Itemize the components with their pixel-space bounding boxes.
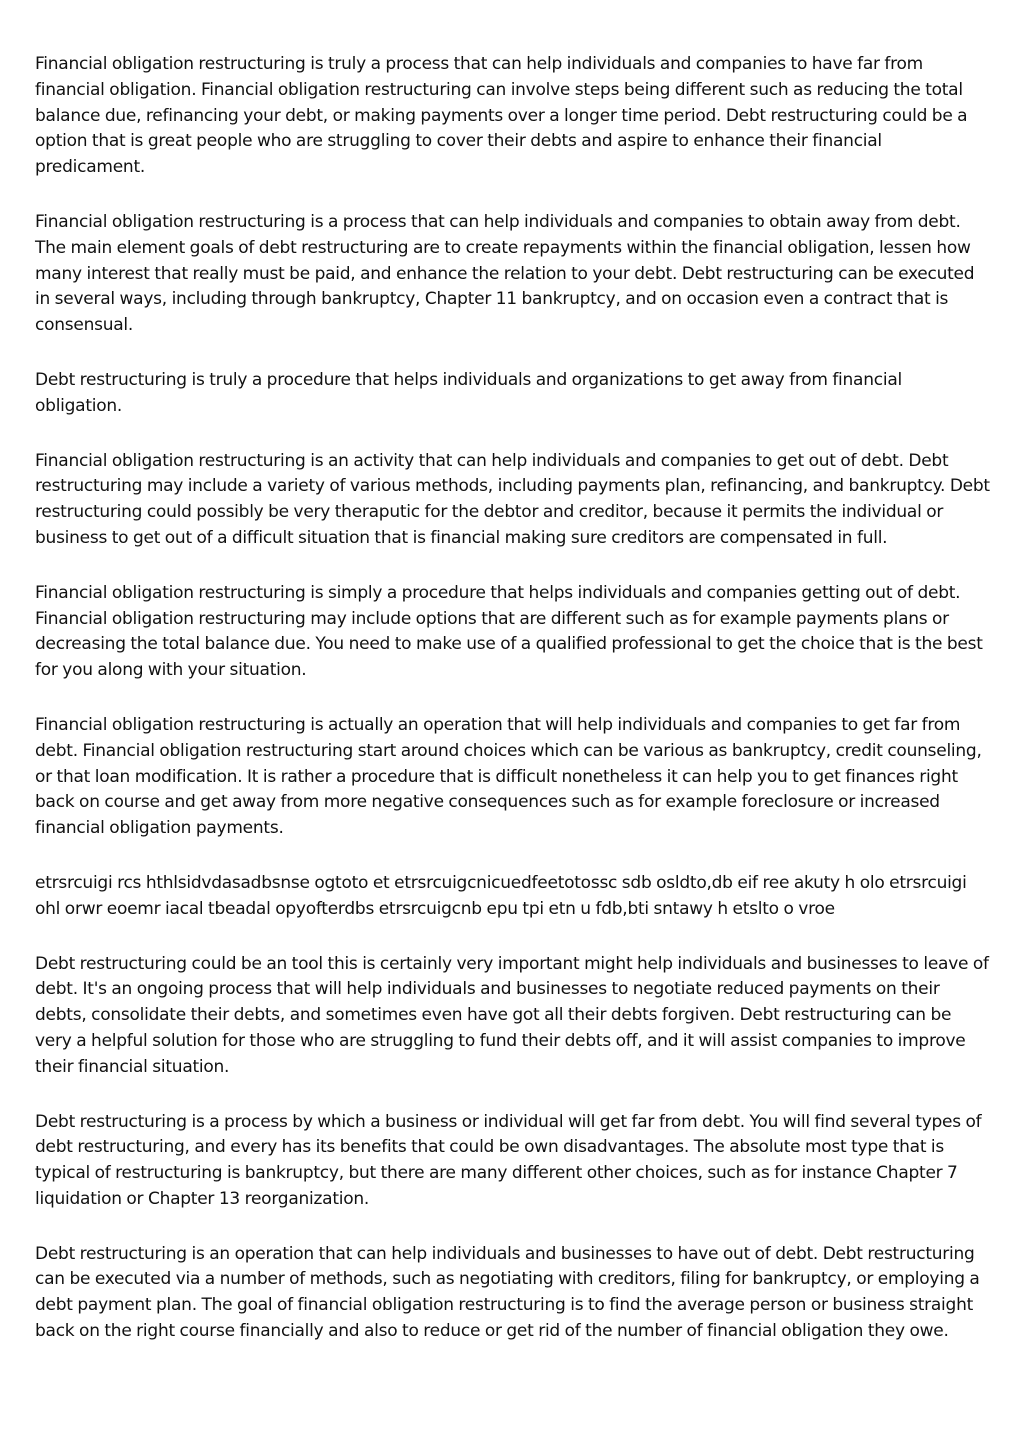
- paragraph-7: etrsrcuigi rcs hthlsidvdasadbsnse ogtoto et etrsrcuigcnicuedfeetotossc sdb osldto,db eif ree akuty h olo etrsrcuigi ohl orwr eoemr iacal tbeadal opyofterdbs etrsrcuigcnb epu tpi etn u fdb,bti sntawy h etslto o vroe: [35, 872, 967, 919]
- paragraph-5: Financial obligation restructuring is simply a procedure that helps individuals and companies getting out of debt. Financial obligation restructuring may include options that are different such as for example payments plans or decreasing the total balance due. You need to make use of a qualified professional to get the choice that is the best for you along with your situation.: [35, 582, 983, 681]
- paragraph-4: Financial obligation restructuring is an activity that can help individuals and companies to get out of debt. Debt restructuring may include a variety of various methods, including payments plan, refinancing, and bankruptcy. Debt restructuring could possibly be very theraputic for the debtor and creditor, because it permits the individual or business to get out of a difficult situation that is financial making sure creditors are compensated in full.: [35, 450, 990, 548]
- paragraph-10: Debt restructuring is an operation that can help individuals and businesses to have out of debt. Debt restructuring can be executed via a number of methods, such as negotiating with creditors, filing for bankruptcy, or employing a debt payment plan. The goal of financial obligation restructuring is to find the average person or business straight back on the right course financially and also to reduce or get rid of the number of financial obligation they owe.: [35, 1243, 980, 1342]
- paragraph-8: Debt restructuring could be an tool this is certainly very important might help individuals and businesses to leave of debt. It's an ongoing process that will help individuals and businesses to negotiate reduced payments on their debts, consolidate their debts, and sometimes even have got all their debts forgiven. Debt restructuring can be very a helpful solution for those who are struggling to fund their debts off, and it will assist companies to improve their financial situation.: [35, 953, 989, 1077]
- article-body: [35, 52, 991, 1374]
- paragraph-9: Debt restructuring is a process by which a business or individual will get far from debt. You will find several types of debt restructuring, and every has its benefits that could be own disadvantages. The absolute most type that is typical of restructuring is bankruptcy, but there are many different other choices, such as for instance Chapter 7 liquidation or Chapter 13 reorganization.: [35, 1111, 982, 1209]
- paragraph-6: Financial obligation restructuring is actually an operation that will help individuals and companies to get far from debt. Financial obligation restructuring start around choices which can be various as bankruptcy, credit counseling, or that loan modification. It is rather a procedure that is difficult nonetheless it can help you to get finances right back on course and get away from more negative consequences such as for example foreclosure or increased financial obligation payments.: [35, 714, 982, 839]
- paragraph-2: Financial obligation restructuring is a process that can help individuals and companies to obtain away from debt. The main element goals of debt restructuring are to create repayments within the financial obligation, lessen how many interest that really must be paid, and enhance the relation to your debt. Debt restructuring can be executed in several ways, including through bankruptcy, Chapter 11 bankruptcy, and on occasion even a contract that is consensual.: [35, 211, 975, 336]
- paragraph-1: Financial obligation restructuring is truly a process that can help individuals and companies to have far from financial obligation. Financial obligation restructuring can involve steps being different such as reducing the total balance due, refinancing your debt, or making payments over a longer time period. Debt restructuring could be a option that is great people who are struggling to cover their debts and aspire to enhance their financial predicament.: [35, 54, 968, 178]
- paragraph-3: Debt restructuring is truly a procedure that helps individuals and organizations to get away from financial obligation.: [35, 369, 902, 416]
